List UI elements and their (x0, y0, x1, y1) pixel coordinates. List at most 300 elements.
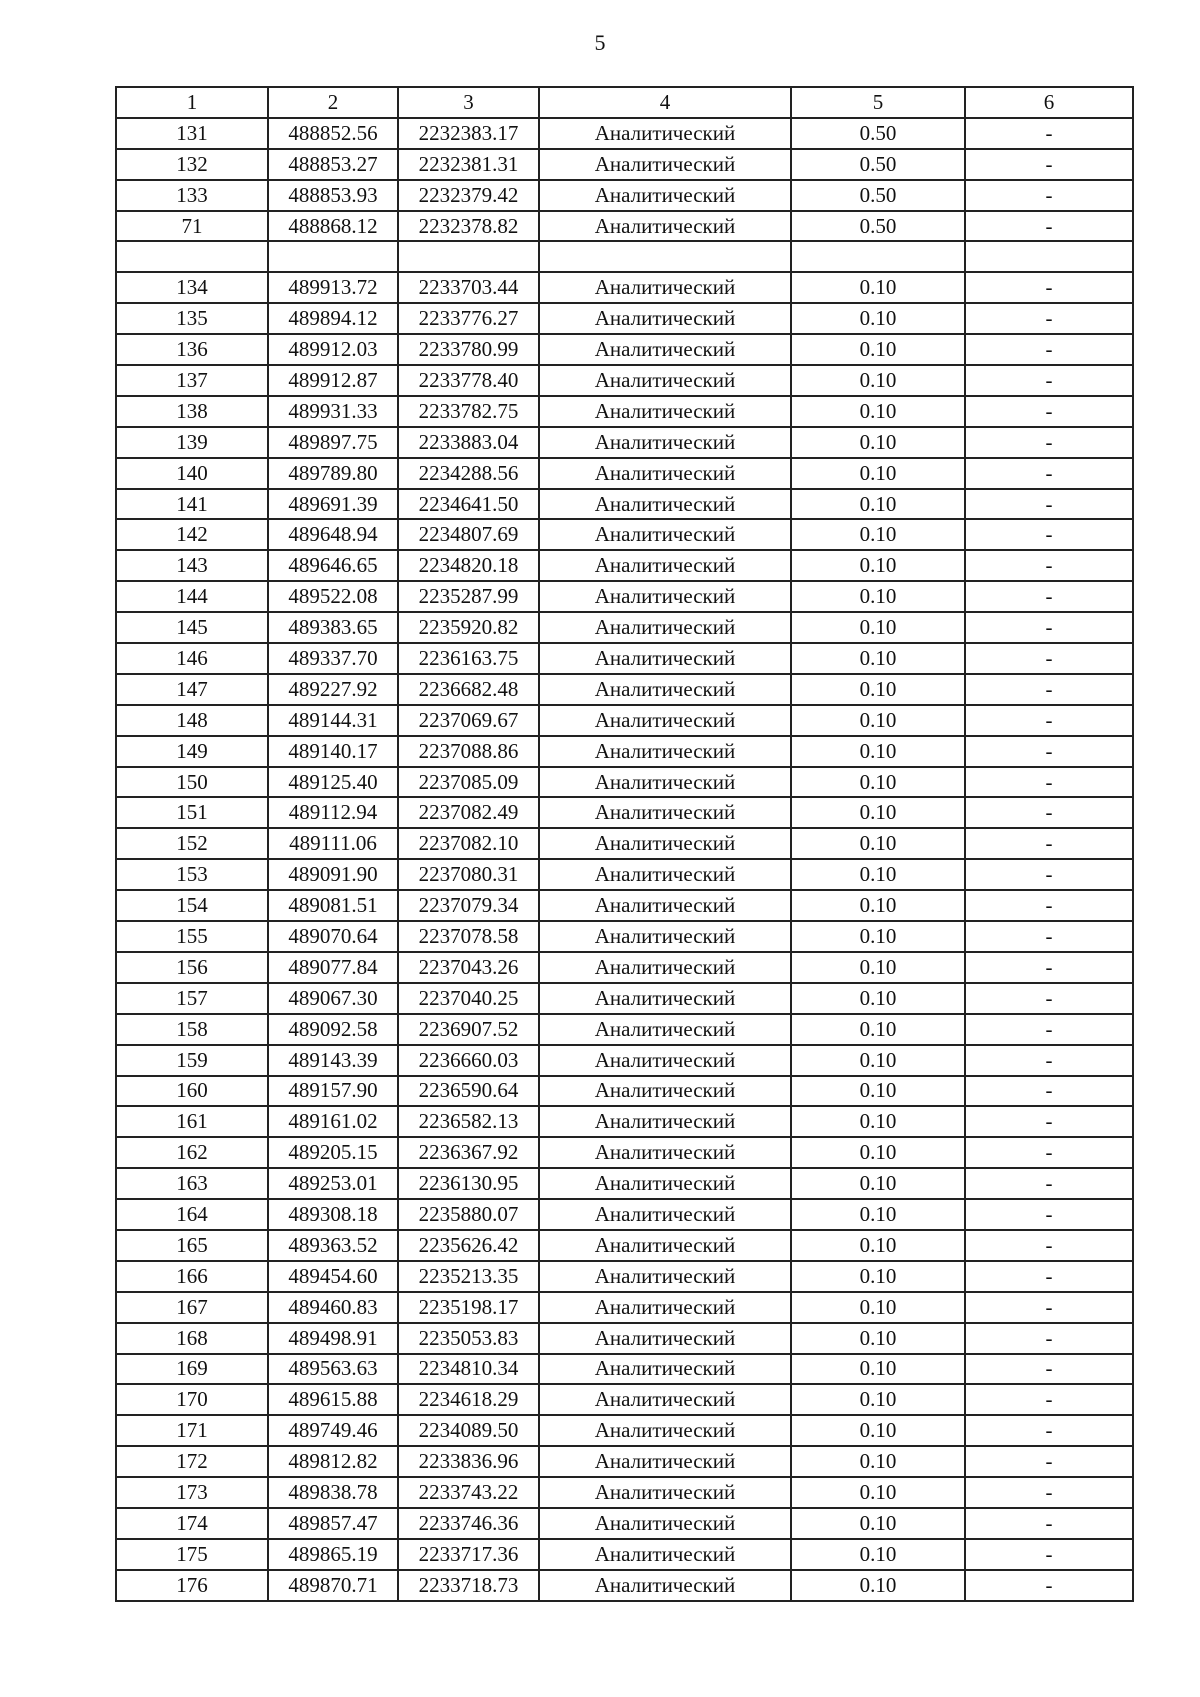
point-number-cell: 166 (116, 1261, 268, 1292)
accuracy-cell: 0.10 (791, 921, 965, 952)
point-number-cell: 71 (116, 211, 268, 242)
point-number-cell: 162 (116, 1137, 268, 1168)
note-cell: - (965, 1384, 1133, 1415)
x-coordinate-cell: 488852.56 (268, 118, 398, 149)
note-cell: - (965, 767, 1133, 798)
y-coordinate-cell: 2234641.50 (398, 489, 539, 520)
table-row (116, 674, 1133, 705)
method-cell: Аналитический (539, 365, 791, 396)
method-cell: Аналитический (539, 1106, 791, 1137)
method-cell: Аналитический (539, 1384, 791, 1415)
method-cell: Аналитический (539, 1570, 791, 1601)
table-row (116, 180, 1133, 211)
y-coordinate-cell: 2235053.83 (398, 1323, 539, 1354)
x-coordinate-cell: 489077.84 (268, 952, 398, 983)
point-number-cell: 154 (116, 890, 268, 921)
x-coordinate-cell: 489140.17 (268, 736, 398, 767)
method-cell: Аналитический (539, 1199, 791, 1230)
y-coordinate-cell: 2235198.17 (398, 1292, 539, 1323)
accuracy-cell: 0.10 (791, 396, 965, 427)
x-coordinate-cell: 489363.52 (268, 1230, 398, 1261)
accuracy-cell: 0.10 (791, 272, 965, 303)
table-row (116, 859, 1133, 890)
accuracy-cell: 0.10 (791, 1354, 965, 1385)
y-coordinate-cell: 2236130.95 (398, 1168, 539, 1199)
note-cell: - (965, 118, 1133, 149)
method-cell: Аналитический (539, 1230, 791, 1261)
y-coordinate-cell: 2233718.73 (398, 1570, 539, 1601)
accuracy-cell: 0.10 (791, 1261, 965, 1292)
table-row (116, 1446, 1133, 1477)
x-coordinate-cell: 489144.31 (268, 705, 398, 736)
x-coordinate-cell: 489931.33 (268, 396, 398, 427)
x-coordinate-cell: 489615.88 (268, 1384, 398, 1415)
table-row (116, 1045, 1133, 1076)
y-coordinate-cell: 2234288.56 (398, 458, 539, 489)
note-cell: - (965, 921, 1133, 952)
x-coordinate-cell: 489522.08 (268, 581, 398, 612)
point-number-cell: 141 (116, 489, 268, 520)
note-cell: - (965, 365, 1133, 396)
point-number-cell: 172 (116, 1446, 268, 1477)
note-cell: - (965, 643, 1133, 674)
table-row (116, 241, 1133, 272)
note-cell: - (965, 519, 1133, 550)
note-cell: - (965, 890, 1133, 921)
accuracy-cell: 0.10 (791, 643, 965, 674)
table-row (116, 1076, 1133, 1107)
table-row (116, 1415, 1133, 1446)
x-coordinate-cell: 489912.87 (268, 365, 398, 396)
x-coordinate-cell: 488853.27 (268, 149, 398, 180)
table-header-row (116, 87, 1133, 118)
y-coordinate-cell: 2233703.44 (398, 272, 539, 303)
y-coordinate-cell: 2232378.82 (398, 211, 539, 242)
point-number-cell: 174 (116, 1508, 268, 1539)
accuracy-cell: 0.10 (791, 859, 965, 890)
note-cell: - (965, 1477, 1133, 1508)
x-coordinate-cell: 489092.58 (268, 1014, 398, 1045)
x-coordinate-cell: 489143.39 (268, 1045, 398, 1076)
table-row (116, 705, 1133, 736)
x-coordinate-cell: 489091.90 (268, 859, 398, 890)
x-coordinate-cell: 489460.83 (268, 1292, 398, 1323)
method-cell: Аналитический (539, 211, 791, 242)
note-cell: - (965, 1261, 1133, 1292)
x-coordinate-cell: 489498.91 (268, 1323, 398, 1354)
note-cell: - (965, 1539, 1133, 1570)
method-cell: Аналитический (539, 1477, 791, 1508)
method-cell: Аналитический (539, 1137, 791, 1168)
accuracy-cell: 0.10 (791, 1137, 965, 1168)
table-row (116, 1539, 1133, 1570)
y-coordinate-cell: 2235880.07 (398, 1199, 539, 1230)
note-cell: - (965, 581, 1133, 612)
accuracy-cell: 0.10 (791, 797, 965, 828)
y-coordinate-cell: 2233782.75 (398, 396, 539, 427)
y-coordinate-cell: 2233746.36 (398, 1508, 539, 1539)
table-row (116, 334, 1133, 365)
point-number-cell: 160 (116, 1076, 268, 1107)
method-cell: Аналитический (539, 519, 791, 550)
method-cell: Аналитический (539, 643, 791, 674)
table-row (116, 612, 1133, 643)
point-number-cell: 168 (116, 1323, 268, 1354)
method-cell: Аналитический (539, 272, 791, 303)
table-row (116, 1508, 1133, 1539)
point-number-cell: 149 (116, 736, 268, 767)
accuracy-cell: 0.10 (791, 767, 965, 798)
point-number-cell: 140 (116, 458, 268, 489)
x-coordinate-cell: 489838.78 (268, 1477, 398, 1508)
accuracy-cell: 0.10 (791, 1539, 965, 1570)
note-cell (965, 241, 1133, 272)
table-row (116, 365, 1133, 396)
note-cell: - (965, 983, 1133, 1014)
y-coordinate-cell: 2235920.82 (398, 612, 539, 643)
point-number-cell: 159 (116, 1045, 268, 1076)
method-cell: Аналитический (539, 489, 791, 520)
table-row (116, 1014, 1133, 1045)
accuracy-cell: 0.10 (791, 1477, 965, 1508)
table-row (116, 149, 1133, 180)
table-row (116, 458, 1133, 489)
table-row (116, 643, 1133, 674)
note-cell: - (965, 1354, 1133, 1385)
accuracy-cell: 0.10 (791, 1045, 965, 1076)
x-coordinate-cell: 489111.06 (268, 828, 398, 859)
x-coordinate-cell: 489253.01 (268, 1168, 398, 1199)
note-cell: - (965, 1137, 1133, 1168)
y-coordinate-cell: 2237040.25 (398, 983, 539, 1014)
x-coordinate-cell: 489894.12 (268, 303, 398, 334)
method-cell: Аналитический (539, 736, 791, 767)
note-cell: - (965, 1045, 1133, 1076)
method-cell: Аналитический (539, 828, 791, 859)
point-number-cell: 147 (116, 674, 268, 705)
note-cell: - (965, 1415, 1133, 1446)
point-number-cell: 152 (116, 828, 268, 859)
x-coordinate-cell: 489749.46 (268, 1415, 398, 1446)
note-cell: - (965, 1570, 1133, 1601)
method-cell: Аналитический (539, 674, 791, 705)
accuracy-cell: 0.10 (791, 1508, 965, 1539)
method-cell: Аналитический (539, 581, 791, 612)
point-number-cell: 169 (116, 1354, 268, 1385)
y-coordinate-cell: 2235287.99 (398, 581, 539, 612)
method-cell: Аналитический (539, 1261, 791, 1292)
table-row (116, 519, 1133, 550)
note-cell: - (965, 1446, 1133, 1477)
y-coordinate-cell: 2233836.96 (398, 1446, 539, 1477)
point-number-cell: 167 (116, 1292, 268, 1323)
y-coordinate-cell: 2233780.99 (398, 334, 539, 365)
accuracy-cell: 0.10 (791, 1199, 965, 1230)
accuracy-cell: 0.10 (791, 1076, 965, 1107)
note-cell: - (965, 859, 1133, 890)
method-cell: Аналитический (539, 1045, 791, 1076)
note-cell: - (965, 674, 1133, 705)
note-cell: - (965, 736, 1133, 767)
method-cell: Аналитический (539, 952, 791, 983)
y-coordinate-cell: 2232383.17 (398, 118, 539, 149)
note-cell: - (965, 427, 1133, 458)
table-row (116, 1137, 1133, 1168)
method-cell: Аналитический (539, 427, 791, 458)
table-row (116, 736, 1133, 767)
point-number-cell: 135 (116, 303, 268, 334)
note-cell: - (965, 1508, 1133, 1539)
table-row (116, 1384, 1133, 1415)
x-coordinate-cell: 489157.90 (268, 1076, 398, 1107)
accuracy-cell: 0.10 (791, 1323, 965, 1354)
table-row (116, 767, 1133, 798)
y-coordinate-cell: 2233776.27 (398, 303, 539, 334)
point-number-cell: 137 (116, 365, 268, 396)
table-row (116, 581, 1133, 612)
method-cell: Аналитический (539, 1415, 791, 1446)
note-cell: - (965, 149, 1133, 180)
x-coordinate-cell: 489857.47 (268, 1508, 398, 1539)
method-cell: Аналитический (539, 396, 791, 427)
table-row (116, 1261, 1133, 1292)
coordinates-table (115, 86, 1134, 1602)
x-coordinate-cell: 489070.64 (268, 921, 398, 952)
x-coordinate-cell: 489112.94 (268, 797, 398, 828)
note-cell: - (965, 1292, 1133, 1323)
accuracy-cell: 0.10 (791, 1292, 965, 1323)
note-cell: - (965, 180, 1133, 211)
point-number-cell: 170 (116, 1384, 268, 1415)
table-row (116, 489, 1133, 520)
point-number-cell: 146 (116, 643, 268, 674)
accuracy-cell: 0.50 (791, 180, 965, 211)
x-coordinate-cell: 489205.15 (268, 1137, 398, 1168)
accuracy-cell: 0.10 (791, 489, 965, 520)
y-coordinate-cell: 2233717.36 (398, 1539, 539, 1570)
point-number-cell: 158 (116, 1014, 268, 1045)
x-coordinate-cell: 488868.12 (268, 211, 398, 242)
note-cell: - (965, 828, 1133, 859)
note-cell: - (965, 550, 1133, 581)
y-coordinate-cell: 2234089.50 (398, 1415, 539, 1446)
table-row (116, 828, 1133, 859)
y-coordinate-cell: 2236590.64 (398, 1076, 539, 1107)
accuracy-cell: 0.10 (791, 519, 965, 550)
accuracy-cell: 0.10 (791, 1106, 965, 1137)
accuracy-cell: 0.50 (791, 211, 965, 242)
method-cell (539, 241, 791, 272)
table-row (116, 952, 1133, 983)
x-coordinate-cell: 489308.18 (268, 1199, 398, 1230)
table-row (116, 1168, 1133, 1199)
method-cell: Аналитический (539, 149, 791, 180)
accuracy-cell: 0.10 (791, 674, 965, 705)
table-row (116, 1106, 1133, 1137)
x-coordinate-cell: 489691.39 (268, 489, 398, 520)
method-cell: Аналитический (539, 303, 791, 334)
method-cell: Аналитический (539, 118, 791, 149)
x-coordinate-cell: 489383.65 (268, 612, 398, 643)
x-coordinate-cell: 489870.71 (268, 1570, 398, 1601)
method-cell: Аналитический (539, 890, 791, 921)
accuracy-cell: 0.10 (791, 1415, 965, 1446)
x-coordinate-cell: 489897.75 (268, 427, 398, 458)
accuracy-cell: 0.10 (791, 550, 965, 581)
point-number-cell: 145 (116, 612, 268, 643)
x-coordinate-cell: 489789.80 (268, 458, 398, 489)
point-number-cell: 157 (116, 983, 268, 1014)
note-cell: - (965, 303, 1133, 334)
point-number-cell: 143 (116, 550, 268, 581)
point-number-cell: 150 (116, 767, 268, 798)
y-coordinate-cell: 2233778.40 (398, 365, 539, 396)
note-cell: - (965, 211, 1133, 242)
point-number-cell: 138 (116, 396, 268, 427)
point-number-cell: 156 (116, 952, 268, 983)
note-cell: - (965, 272, 1133, 303)
y-coordinate-cell: 2237088.86 (398, 736, 539, 767)
method-cell: Аналитический (539, 1539, 791, 1570)
y-coordinate-cell: 2237080.31 (398, 859, 539, 890)
point-number-cell: 148 (116, 705, 268, 736)
method-cell: Аналитический (539, 612, 791, 643)
x-coordinate-cell: 489912.03 (268, 334, 398, 365)
point-number-cell: 134 (116, 272, 268, 303)
method-cell: Аналитический (539, 1446, 791, 1477)
y-coordinate-cell: 2237082.49 (398, 797, 539, 828)
accuracy-cell: 0.10 (791, 828, 965, 859)
header-cell: 6 (965, 87, 1133, 118)
y-coordinate-cell: 2234618.29 (398, 1384, 539, 1415)
table-row (116, 303, 1133, 334)
x-coordinate-cell: 489648.94 (268, 519, 398, 550)
method-cell: Аналитический (539, 1014, 791, 1045)
method-cell: Аналитический (539, 1508, 791, 1539)
accuracy-cell: 0.10 (791, 1014, 965, 1045)
accuracy-cell: 0.10 (791, 581, 965, 612)
table-row (116, 1323, 1133, 1354)
point-number-cell: 173 (116, 1477, 268, 1508)
method-cell: Аналитический (539, 180, 791, 211)
note-cell: - (965, 705, 1133, 736)
method-cell: Аналитический (539, 859, 791, 890)
x-coordinate-cell: 489227.92 (268, 674, 398, 705)
x-coordinate-cell: 489125.40 (268, 767, 398, 798)
y-coordinate-cell (398, 241, 539, 272)
method-cell: Аналитический (539, 921, 791, 952)
accuracy-cell: 0.50 (791, 118, 965, 149)
table-row (116, 1292, 1133, 1323)
accuracy-cell: 0.10 (791, 458, 965, 489)
method-cell: Аналитический (539, 1292, 791, 1323)
table-row (116, 427, 1133, 458)
x-coordinate-cell: 489563.63 (268, 1354, 398, 1385)
y-coordinate-cell: 2237082.10 (398, 828, 539, 859)
header-cell: 3 (398, 87, 539, 118)
method-cell: Аналитический (539, 1076, 791, 1107)
header-cell: 4 (539, 87, 791, 118)
x-coordinate-cell: 489337.70 (268, 643, 398, 674)
point-number-cell: 136 (116, 334, 268, 365)
y-coordinate-cell: 2233743.22 (398, 1477, 539, 1508)
note-cell: - (965, 1323, 1133, 1354)
point-number-cell: 142 (116, 519, 268, 550)
note-cell: - (965, 1168, 1133, 1199)
table-row (116, 1199, 1133, 1230)
y-coordinate-cell: 2232381.31 (398, 149, 539, 180)
table-row (116, 550, 1133, 581)
table-row (116, 983, 1133, 1014)
method-cell: Аналитический (539, 458, 791, 489)
x-coordinate-cell: 488853.93 (268, 180, 398, 211)
accuracy-cell: 0.10 (791, 303, 965, 334)
y-coordinate-cell: 2234810.34 (398, 1354, 539, 1385)
table-row (116, 272, 1133, 303)
y-coordinate-cell: 2237079.34 (398, 890, 539, 921)
note-cell: - (965, 1076, 1133, 1107)
note-cell: - (965, 396, 1133, 427)
y-coordinate-cell: 2237085.09 (398, 767, 539, 798)
accuracy-cell: 0.10 (791, 365, 965, 396)
point-number-cell: 131 (116, 118, 268, 149)
y-coordinate-cell: 2237069.67 (398, 705, 539, 736)
point-number-cell: 133 (116, 180, 268, 211)
table-row (116, 1477, 1133, 1508)
note-cell: - (965, 1106, 1133, 1137)
y-coordinate-cell: 2232379.42 (398, 180, 539, 211)
note-cell: - (965, 1230, 1133, 1261)
header-cell: 5 (791, 87, 965, 118)
point-number-cell: 151 (116, 797, 268, 828)
note-cell: - (965, 612, 1133, 643)
accuracy-cell: 0.10 (791, 1446, 965, 1477)
table-row (116, 118, 1133, 149)
y-coordinate-cell: 2236582.13 (398, 1106, 539, 1137)
point-number-cell: 153 (116, 859, 268, 890)
point-number-cell: 176 (116, 1570, 268, 1601)
method-cell: Аналитический (539, 797, 791, 828)
method-cell: Аналитический (539, 1323, 791, 1354)
y-coordinate-cell: 2236367.92 (398, 1137, 539, 1168)
point-number-cell: 163 (116, 1168, 268, 1199)
point-number-cell: 161 (116, 1106, 268, 1137)
x-coordinate-cell: 489812.82 (268, 1446, 398, 1477)
table-row (116, 921, 1133, 952)
note-cell: - (965, 952, 1133, 983)
header-cell: 1 (116, 87, 268, 118)
page-number: 5 (594, 30, 606, 55)
method-cell: Аналитический (539, 334, 791, 365)
x-coordinate-cell: 489067.30 (268, 983, 398, 1014)
accuracy-cell: 0.10 (791, 1570, 965, 1601)
point-number-cell: 164 (116, 1199, 268, 1230)
point-number-cell: 175 (116, 1539, 268, 1570)
point-number-cell (116, 241, 268, 272)
table-row (116, 890, 1133, 921)
note-cell: - (965, 1199, 1133, 1230)
note-cell: - (965, 489, 1133, 520)
table-row (116, 797, 1133, 828)
accuracy-cell: 0.10 (791, 736, 965, 767)
note-cell: - (965, 797, 1133, 828)
point-number-cell: 139 (116, 427, 268, 458)
method-cell: Аналитический (539, 1168, 791, 1199)
point-number-cell: 171 (116, 1415, 268, 1446)
accuracy-cell: 0.10 (791, 1168, 965, 1199)
method-cell: Аналитический (539, 1354, 791, 1385)
accuracy-cell: 0.10 (791, 612, 965, 643)
